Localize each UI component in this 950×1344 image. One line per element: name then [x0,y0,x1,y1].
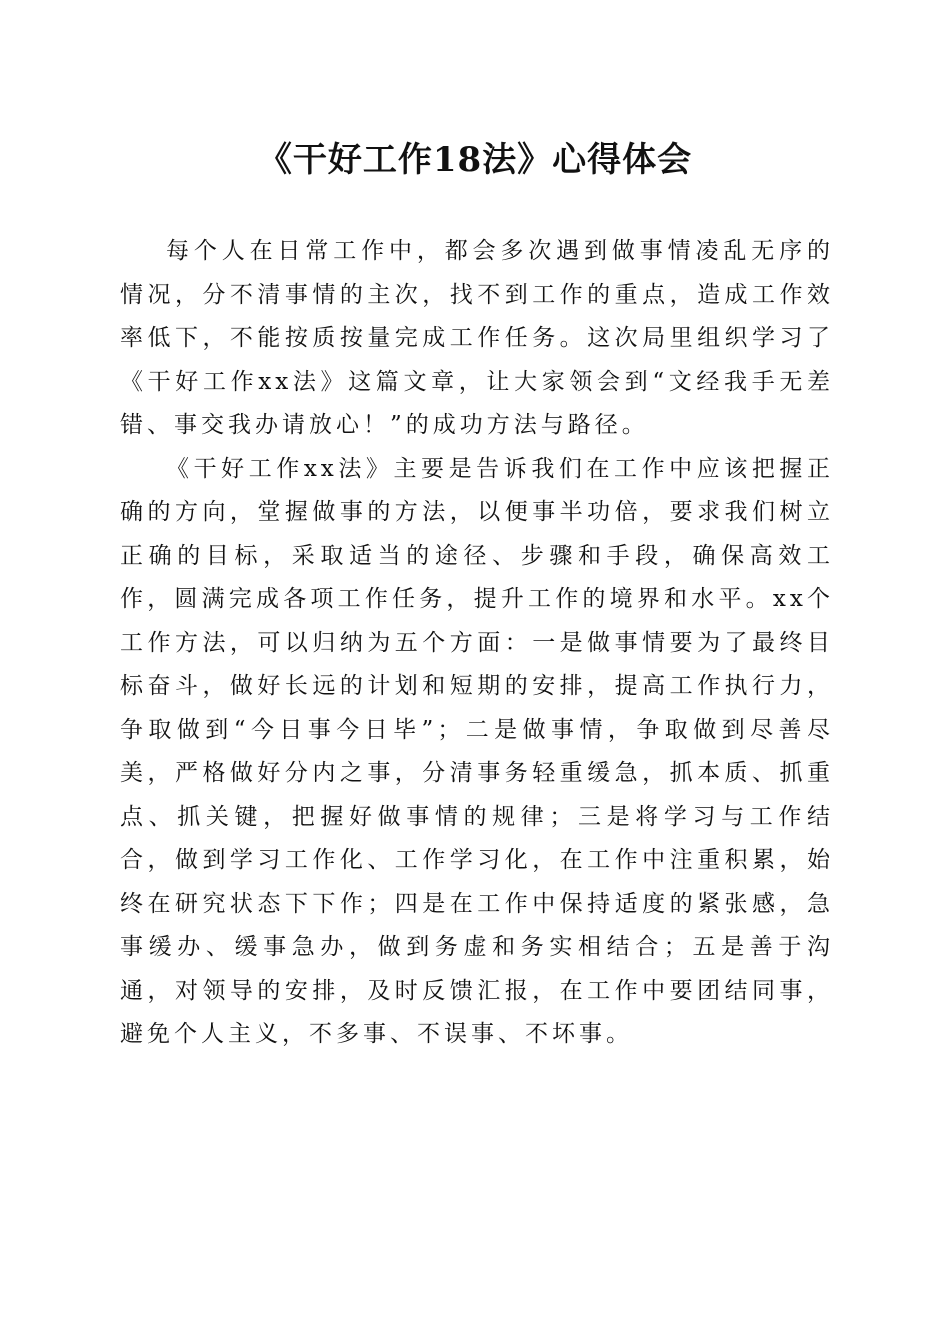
document-body [120,230,834,1057]
paragraph-intro: 每个人在日常工作中，都会多次遇到做事情凌乱无序的情况，分不清事情的主次，找不到工作的重点，造成工作效率低下，不能按质按量完成工作任务。这次局里组织学习了《干好工作xx法》这篇文章，让大家领会到“文经我手无差错、事交我办请放心！”的成功方法与路径。 [120,238,834,438]
document-title: 《干好工作18法》心得体会 [257,140,693,180]
paragraph-main: 《干好工作xx法》主要是告诉我们在工作中应该把握正确的方向，堂握做事的方法，以便事半功倍，要求我们树立正确的目标，采取适当的途径、步骤和手段，确保高效工作，圆满完成各项工作任务，提升工作的境界和水平。xx个工作方法，可以归纳为五个方面：一是做事情要为了最终目标奋斗，做好长远的计划和短期的安排，提高工作执行力，争取做到“今日事今日毕”；二是做事情，争取做到尽善尽美，严格做好分内之事，分清事务轻重缓急，抓本质、抓重点、抓关键，把握好做事情的规律；三是将学习与工作结合，做到学习工作化、工作学习化，在工作中注重积累，始终在研究状态下下作；四是在工作中保持适度的紧张感，急事缓办、缓事急办，做到务虚和务实相结合；五是善于沟通，对领导的安排，及时反馈汇报，在工作中要团结同事，避免个人主义，不多事、不误事、不坏事。 [120,455,834,1047]
